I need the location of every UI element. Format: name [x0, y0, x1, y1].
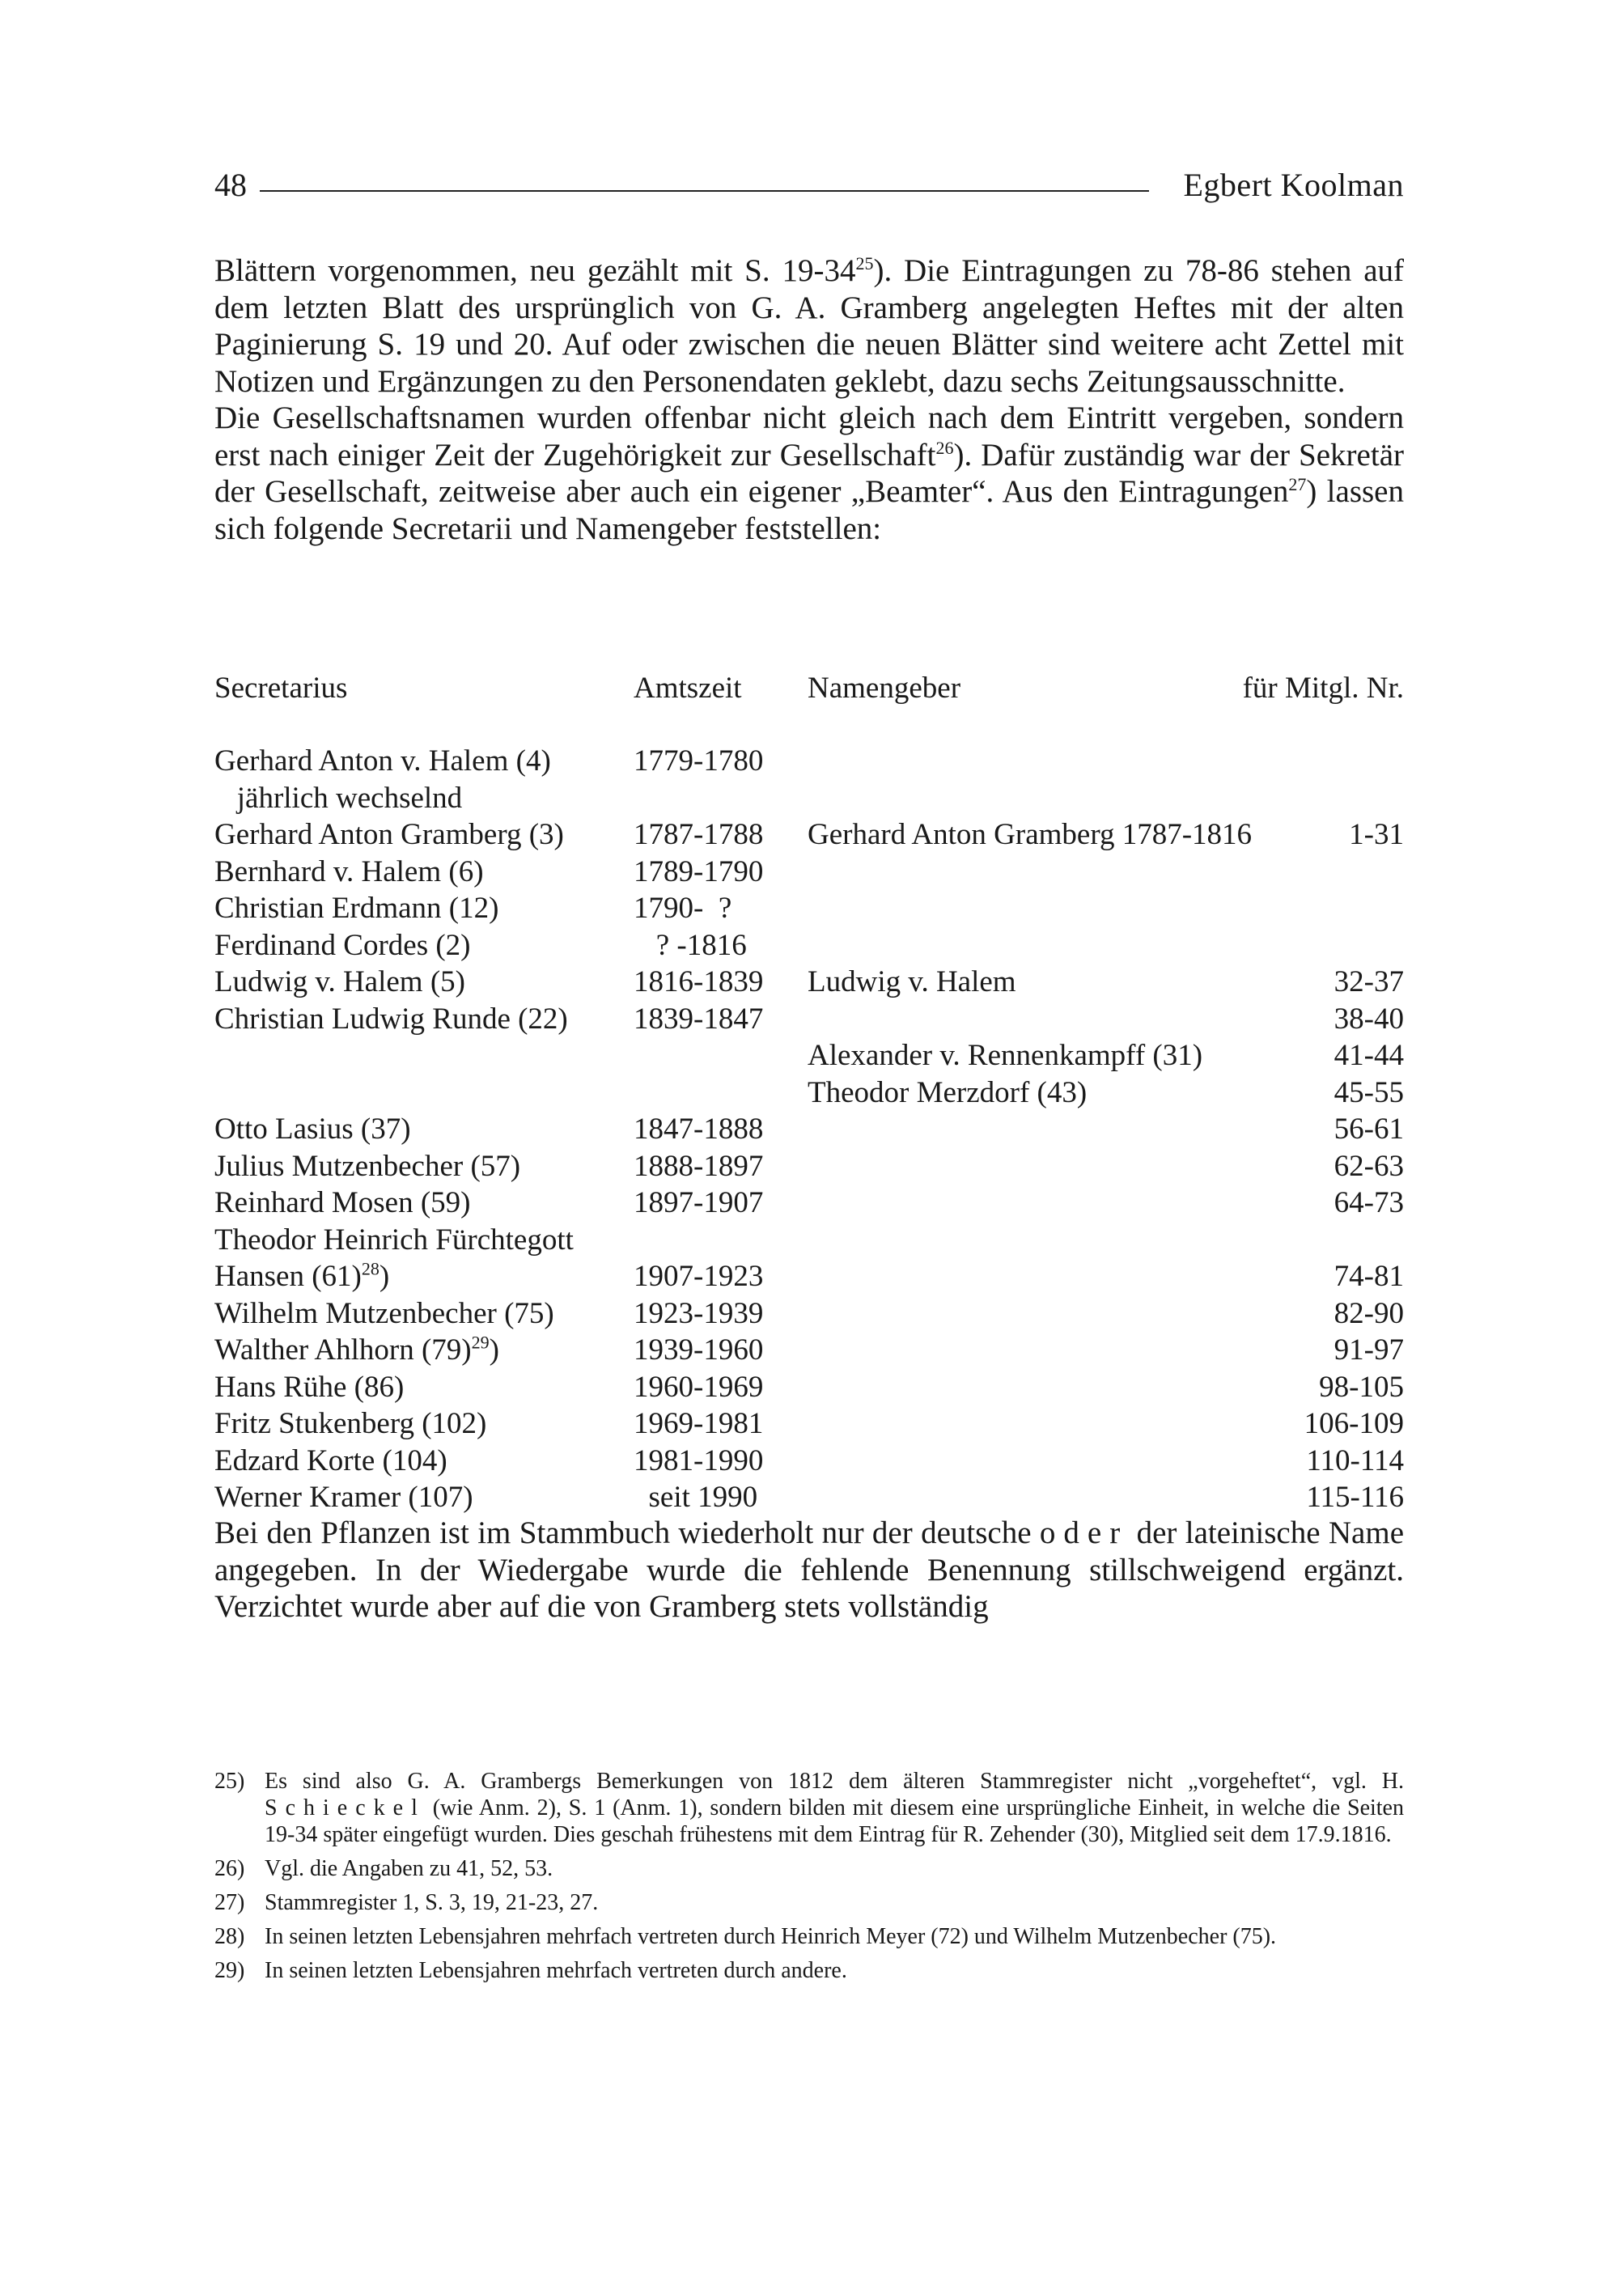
text-run: ). Die Eintragungen zu 78-86 stehen auf dem letzten Blatt des ursprünglich von G. A. Gramberg angelegten Heftes mit der alten Paginierung S. 19 und 20. Auf oder zwischen die neuen Blätter sind weitere acht Zettel mit Notizen und Ergänzungen zu den Personendaten geklebt, dazu sechs Zeitungsausschnitte.: [214, 253, 1404, 399]
cell-namengeber: Theodor Merzdorf (43): [808, 1075, 1088, 1109]
text-run: In seinen letzten Lebensjahren mehrfach vertreten durch andere.: [265, 1958, 847, 1983]
cell-amtszeit: 1779-1780: [634, 744, 764, 778]
cell-secretarius: [214, 1002, 568, 1036]
cell-secretarius: [214, 1480, 473, 1515]
secretarius-name: Otto Lasius (37): [214, 1113, 411, 1146]
cell-secretarius: [214, 854, 484, 889]
table-row: [214, 891, 1404, 928]
footnote-text: [265, 1856, 553, 1881]
table-row: [214, 1149, 1404, 1186]
table-row: [214, 1038, 1404, 1075]
table-row: [214, 1443, 1404, 1481]
cell-mitgl-nr: 64-73: [1334, 1186, 1404, 1219]
table-row: [214, 781, 1404, 818]
table-header-row: [214, 671, 1404, 744]
secretarius-name: jährlich wechselnd: [214, 781, 463, 815]
table-row: [214, 1333, 1404, 1370]
cell-namengeber: Ludwig v. Halem: [808, 965, 1016, 998]
text-run: Es sind also G. A. Grambergs Bemerkungen von 1812 dem älteren Stammregister nicht „vorgeheftet“, vgl. H.: [265, 1769, 1404, 1794]
cell-secretarius: [214, 964, 465, 999]
secretarius-name: Ferdinand Cordes (2): [214, 928, 471, 962]
text-run: Die Gesellschaftsnamen wurden offenbar nicht gleich nach dem Eintritt vergeben, sondern erst nach einiger Zeit der Zugehörigkeit zur Gesellschaft: [214, 401, 1404, 473]
footnote-number: 25): [214, 1769, 245, 1794]
secretarius-name: Fritz Stukenberg (102): [214, 1407, 487, 1440]
cell-secretarius: [214, 1333, 499, 1367]
secretarius-name: Gerhard Anton v. Halem (4): [214, 744, 551, 778]
text-run: (wie Anm. 2), S. 1 (Anm. 1), sondern bilden mit diesem eine ursprüngliche Einheit, in welche die Seiten 19-34 später eingefügt wurden. Dies geschah frühestens mit dem Eintrag für R. Zehender (30), Mitglied seit dem 17.9.1816.: [265, 1795, 1404, 1847]
cell-mitgl-nr: 32-37: [1334, 965, 1404, 998]
secretarius-name: Hans Rühe (86): [214, 1370, 405, 1404]
footnote-number: 28): [214, 1924, 245, 1949]
table-row: [214, 1370, 1404, 1407]
cell-amtszeit: 1789-1790: [634, 854, 764, 888]
cell-namengeber: Alexander v. Rennenkampff (31): [808, 1039, 1203, 1072]
cell-secretarius: [214, 781, 462, 816]
text-run: ). Dafür zuständig war der Sekretär der Gesellschaft, zeitweise aber auch ein eigener „Beamter“. Aus den Eintragungen: [214, 437, 1404, 509]
running-header: [214, 166, 1404, 206]
secretarius-name: Christian Erdmann (12): [214, 892, 499, 925]
secretarius-name: Werner Kramer (107): [214, 1481, 473, 1514]
table-row: [214, 1480, 1404, 1517]
cell-amtszeit: seit 1990: [634, 1481, 758, 1514]
cell-secretarius: [214, 891, 498, 926]
cell-mitgl-nr: 38-40: [1334, 1002, 1404, 1036]
cell-amtszeit: 1847-1888: [634, 1113, 764, 1146]
secretarius-name: Christian Ludwig Runde (22): [214, 1002, 568, 1036]
page-number: 48: [214, 167, 247, 203]
cell-secretarius: [214, 1370, 404, 1405]
cell-secretarius: [214, 1443, 447, 1478]
column-header-mitgl-nr: für Mitgl. Nr.: [1242, 672, 1404, 705]
cell-secretarius: [214, 1259, 389, 1294]
text-run: Vgl. die Angaben zu 41, 52, 53.: [265, 1856, 553, 1881]
cell-amtszeit: 1923-1939: [634, 1296, 764, 1330]
body-text: [214, 252, 1404, 547]
footnote-ref: 28: [361, 1258, 379, 1279]
table-row: [214, 964, 1404, 1002]
cell-amtszeit: 1787-1788: [634, 818, 764, 851]
table-row: [214, 1259, 1404, 1296]
cell-mitgl-nr: 41-44: [1334, 1039, 1404, 1072]
secretarius-name: Gerhard Anton Gramberg (3): [214, 818, 564, 851]
cell-secretarius: [214, 1112, 411, 1146]
cell-mitgl-nr: 91-97: [1334, 1333, 1404, 1367]
footnote-number: 26): [214, 1856, 245, 1881]
cell-mitgl-nr: 56-61: [1334, 1113, 1404, 1146]
table-row: [214, 1296, 1404, 1333]
cell-amtszeit: 1816-1839: [634, 965, 764, 998]
footnote: [214, 1768, 1404, 1848]
cell-mitgl-nr: 45-55: [1334, 1075, 1404, 1109]
footnote-ref: 29: [471, 1332, 490, 1353]
secretarius-name: Edzard Korte (104): [214, 1443, 447, 1477]
cell-mitgl-nr: 115-116: [1306, 1481, 1404, 1514]
header-rule: [260, 190, 1149, 192]
table-body: [214, 744, 1404, 1517]
secretarius-suffix: ): [379, 1260, 390, 1293]
cell-amtszeit: 1790- ?: [634, 892, 732, 925]
table-row: [214, 1112, 1404, 1149]
secretarius-name: Ludwig v. Halem (5): [214, 965, 465, 998]
cell-secretarius: [214, 1296, 554, 1331]
table-row: [214, 854, 1404, 892]
column-header-amtszeit: Amtszeit: [634, 672, 742, 705]
text-run: In seinen letzten Lebensjahren mehrfach vertreten durch Heinrich Meyer (72) und Wilhelm Mutzenbecher (75).: [265, 1924, 1277, 1949]
cell-mitgl-nr: 74-81: [1334, 1260, 1404, 1293]
secretarius-name: Bernhard v. Halem (6): [214, 854, 484, 888]
footnote-text: [265, 1924, 1276, 1949]
text-run: ) lassen sich folgende Secretarii und Namengeber feststellen:: [214, 474, 1404, 546]
footnote: [214, 1923, 1404, 1950]
footnote-number: 27): [214, 1890, 245, 1915]
closing-after: der lateinische Name angegeben. In der Wiedergabe wurde die fehlende Benennung stillschweigend ergänzt. Verzichtet wurde aber auf die von Gramberg stets vollständig: [214, 1515, 1404, 1624]
running-author: Egbert Koolman: [1183, 167, 1404, 203]
cell-mitgl-nr: 1-31: [1349, 818, 1404, 851]
secretarius-name: Wilhelm Mutzenbecher (75): [214, 1296, 554, 1330]
table-row: [214, 744, 1404, 781]
cell-amtszeit: 1888-1897: [634, 1149, 764, 1183]
text-run: Blättern vorgenommen, neu gezählt mit S. 19-34: [214, 253, 856, 288]
footnote: [214, 1889, 1404, 1916]
paragraph-2: [214, 400, 1404, 547]
cell-amtszeit: ? -1816: [634, 928, 747, 962]
closing-before: Bei den Pflanzen ist im Stammbuch wiederholt nur der deutsche: [214, 1515, 1032, 1550]
table-row: [214, 817, 1404, 854]
cell-secretarius: [214, 1406, 486, 1441]
footnote: [214, 1957, 1404, 1984]
table-row: [214, 1406, 1404, 1443]
cell-secretarius: [214, 1223, 574, 1257]
column-header-secretarius: Secretarius: [214, 672, 348, 705]
table-row: [214, 1075, 1404, 1113]
secretarius-name: Walther Ahlhorn (79): [214, 1333, 472, 1367]
text-run: Stammregister 1, S. 3, 19, 21-23, 27.: [265, 1890, 599, 1915]
cell-amtszeit: 1907-1923: [634, 1260, 764, 1293]
secretarius-name: Hansen (61): [214, 1260, 362, 1293]
cell-secretarius: [214, 928, 471, 963]
table-row: [214, 928, 1404, 965]
secretarius-suffix: ): [489, 1333, 499, 1367]
cell-secretarius: [214, 1185, 471, 1220]
cell-amtszeit: 1839-1847: [634, 1002, 764, 1036]
closing-paragraph: [214, 1515, 1404, 1625]
cell-amtszeit: 1939-1960: [634, 1333, 764, 1367]
column-header-namengeber: Namengeber: [808, 672, 961, 705]
secretarii-table: [214, 671, 1404, 1517]
footnote-ref: 27: [1288, 474, 1307, 494]
footnote-ref: 25: [855, 253, 874, 273]
footnote: [214, 1855, 1404, 1882]
cell-mitgl-nr: 62-63: [1334, 1149, 1404, 1183]
footnotes: [214, 1768, 1404, 1991]
footnote-text: [265, 1958, 847, 1983]
text-run: Schieckel: [265, 1795, 426, 1820]
cell-secretarius: [214, 817, 564, 852]
table-row: [214, 1002, 1404, 1039]
secretarius-name: Julius Mutzenbecher (57): [214, 1149, 521, 1183]
cell-secretarius: [214, 1149, 520, 1184]
cell-mitgl-nr: 82-90: [1334, 1296, 1404, 1330]
paragraph-1: [214, 252, 1404, 400]
cell-namengeber: Gerhard Anton Gramberg 1787-1816: [808, 818, 1253, 851]
cell-mitgl-nr: 110-114: [1306, 1443, 1404, 1477]
cell-amtszeit: 1960-1969: [634, 1370, 764, 1404]
cell-mitgl-nr: 98-105: [1319, 1370, 1404, 1404]
secretarius-name: Reinhard Mosen (59): [214, 1186, 471, 1219]
closing-emphasis: oder: [1039, 1515, 1129, 1550]
cell-secretarius: [214, 744, 551, 778]
closing-text: [214, 1515, 1404, 1625]
cell-amtszeit: 1897-1907: [634, 1186, 764, 1219]
table-row: [214, 1185, 1404, 1223]
footnote-ref: 26: [935, 437, 954, 458]
table-row: [214, 1223, 1404, 1260]
cell-amtszeit: 1969-1981: [634, 1407, 764, 1440]
footnote-text: [265, 1890, 598, 1915]
secretarius-name: Theodor Heinrich Fürchtegott: [214, 1223, 574, 1257]
footnote-text: [265, 1769, 1404, 1847]
cell-mitgl-nr: 106-109: [1304, 1407, 1404, 1440]
cell-amtszeit: 1981-1990: [634, 1443, 764, 1477]
footnote-number: 29): [214, 1958, 245, 1983]
